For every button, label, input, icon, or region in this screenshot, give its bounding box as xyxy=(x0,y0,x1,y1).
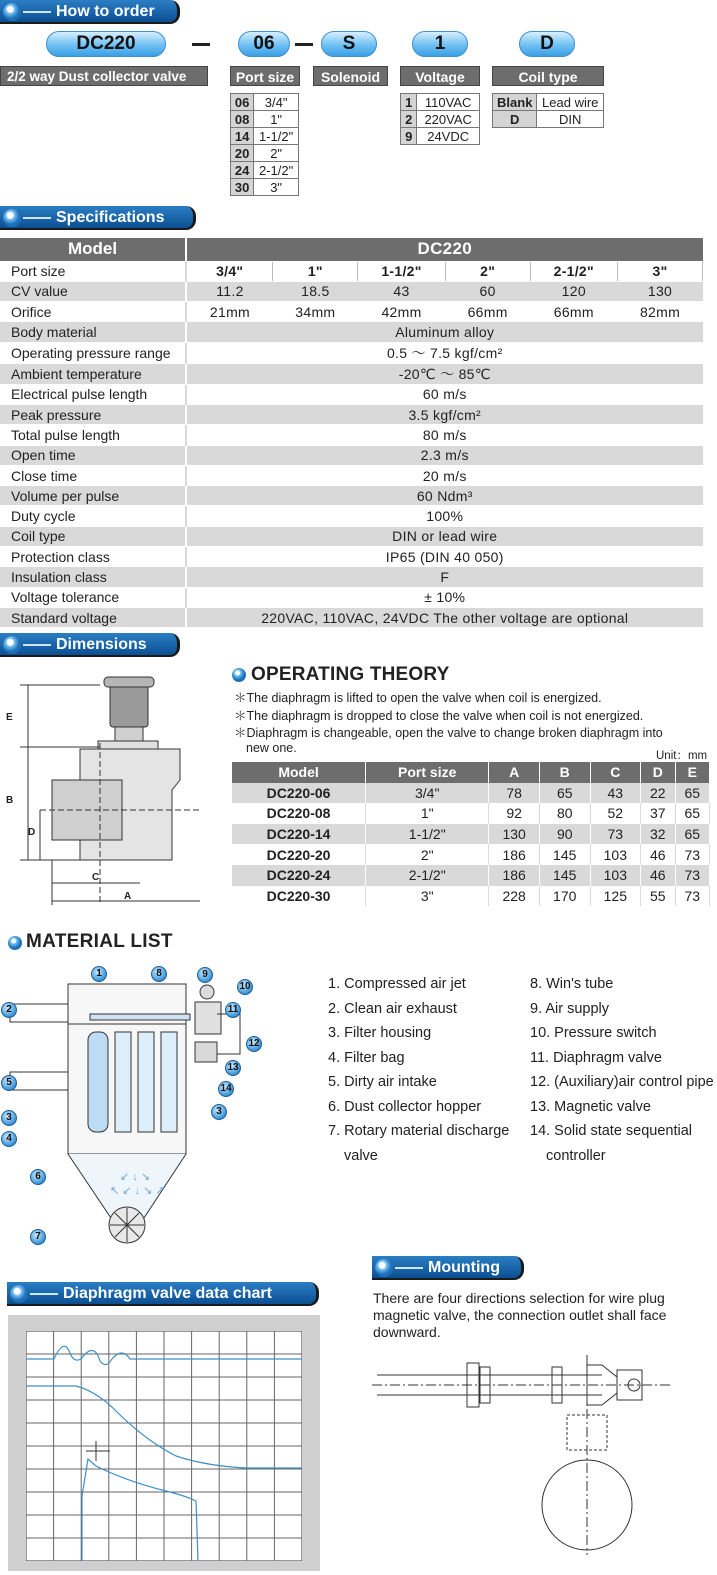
data-chart-header xyxy=(7,1282,319,1306)
dims-cell: 103 xyxy=(590,865,641,886)
port-code-row xyxy=(231,128,299,145)
callout-12: 12 xyxy=(246,1036,262,1052)
spec-orifice-cell: 82mm xyxy=(618,302,703,322)
dims-row xyxy=(232,824,710,845)
spec-orifice-cell: 21mm xyxy=(186,302,273,322)
dims-cell: 170 xyxy=(539,886,590,907)
material-item: 4. Filter bag xyxy=(328,1049,405,1066)
spec-port-cell: 3/4" xyxy=(186,261,273,281)
spec-param-label: Peak pressure xyxy=(0,404,186,424)
model-desc-label: 2/2 way Dust collector valve xyxy=(0,66,208,86)
theory-line-3: ＊Diaphragm is changeable, open the valve to change broken diaphragm into xyxy=(234,726,663,740)
dims-cell: 3" xyxy=(366,886,489,907)
material-list-title: MATERIAL LIST xyxy=(26,931,173,952)
dims-cell: 103 xyxy=(590,844,641,865)
spec-cv-cell: 43 xyxy=(358,281,445,301)
dims-cell: 145 xyxy=(539,865,590,886)
coil-code-pill: D xyxy=(519,31,575,57)
dims-cell: 125 xyxy=(590,886,641,907)
material-item: 1. Compressed air jet xyxy=(328,976,466,992)
specifications-table xyxy=(0,238,703,628)
spec-row xyxy=(0,322,703,342)
dims-cell: DC220-08 xyxy=(232,803,366,824)
dims-cell: 228 xyxy=(489,886,540,907)
dims-cell: 2" xyxy=(366,844,489,865)
how-to-order-header xyxy=(0,0,180,24)
spec-row xyxy=(0,404,703,424)
spec-orifice-cell: 42mm xyxy=(358,302,445,322)
port-code-value: 3" xyxy=(254,179,299,196)
airflow-mark: ↙ ↓ ↘ xyxy=(120,1171,151,1183)
dims-cell: 186 xyxy=(489,844,540,865)
spec-param-value: Aluminum alloy xyxy=(186,322,703,342)
spec-port-cell: 1" xyxy=(273,261,358,281)
spec-param-value: 2.3 m/s xyxy=(186,445,703,465)
material-item: 7. Rotary material discharge xyxy=(328,1123,510,1139)
spec-param-value: 220VAC, 110VAC, 24VDC The other voltage are optional xyxy=(186,607,703,627)
spec-port-cell: 2" xyxy=(445,261,530,281)
dims-header-cell: A xyxy=(489,762,540,783)
data-chart-graph xyxy=(26,1331,302,1561)
port-code-code: 06 xyxy=(231,94,254,111)
voltage-code-pill: 1 xyxy=(412,31,468,57)
spec-model-label: Model xyxy=(0,238,186,261)
theory-line-4: new one. xyxy=(246,741,297,755)
spec-param-value: 20 m/s xyxy=(186,465,703,485)
spec-param-label: Open time xyxy=(0,445,186,465)
spec-port-cell: 1-1/2" xyxy=(358,261,445,281)
dims-cell: 32 xyxy=(641,824,675,845)
dims-header-cell: Port size xyxy=(366,762,489,783)
spec-cv-label: CV value xyxy=(0,281,186,301)
dims-header-cell: D xyxy=(641,762,675,783)
spec-param-value: -20℃ ～ 85℃ xyxy=(186,363,703,384)
port-code-row xyxy=(231,145,299,162)
material-item: 10. Pressure switch xyxy=(530,1025,657,1041)
dims-cell: 37 xyxy=(641,803,675,824)
bullet-icon xyxy=(375,1259,393,1277)
coil-code-row xyxy=(493,111,604,128)
spec-param-value: F xyxy=(186,567,703,587)
spec-row xyxy=(0,526,703,546)
spec-param-label: Electrical pulse length xyxy=(0,384,186,404)
port-code-value: 1-1/2" xyxy=(254,128,299,145)
port-code-code: 14 xyxy=(231,128,254,145)
material-item: 6. Dust collector hopper xyxy=(328,1098,482,1115)
port-code-value: 2-1/2" xyxy=(254,162,299,179)
dims-cell: 55 xyxy=(641,886,675,907)
dim-letter-c: C xyxy=(92,872,100,883)
spec-row xyxy=(0,506,703,526)
dims-header-cell: C xyxy=(590,762,641,783)
coil-code-value: Lead wire xyxy=(537,94,604,111)
dim-letter-d: D xyxy=(28,827,36,838)
callout-13: 13 xyxy=(225,1060,241,1076)
dims-header-cell: E xyxy=(675,762,709,783)
spec-param-value: 3.5 kgf/cm² xyxy=(186,404,703,424)
theory-line-1: ＊The diaphragm is lifted to open the valve when coil is energized. xyxy=(234,691,602,705)
voltage-code-value: 24VDC xyxy=(417,128,480,145)
port-code-value: 3/4" xyxy=(254,94,299,111)
callout-14: 14 xyxy=(218,1081,234,1097)
material-item: 3. Filter housing xyxy=(328,1025,432,1041)
dims-cell: 92 xyxy=(489,803,540,824)
bullet-icon xyxy=(3,209,21,227)
spec-row xyxy=(0,486,703,506)
header-dash xyxy=(23,217,51,219)
spec-row xyxy=(0,465,703,485)
callout-1: 1 xyxy=(91,966,107,982)
order-dash-1 xyxy=(192,43,210,46)
theory-title: OPERATING THEORY xyxy=(251,664,450,685)
dims-cell: 80 xyxy=(539,803,590,824)
spec-param-label: Close time xyxy=(0,465,186,485)
dims-cell: 73 xyxy=(590,824,641,845)
coil-code-table xyxy=(492,93,604,128)
spec-param-label: Standard voltage xyxy=(0,607,186,627)
material-item: 14. Solid state sequential xyxy=(530,1123,693,1139)
airflow-mark: ↖ ↙ ↓ ↘ ↗ xyxy=(110,1185,165,1197)
callout-3b: 3 xyxy=(1,1110,17,1126)
dims-cell: DC220-14 xyxy=(232,824,366,845)
spec-row xyxy=(0,587,703,607)
spec-param-value: 60 Ndm³ xyxy=(186,486,703,506)
spec-param-label: Insulation class xyxy=(0,567,186,587)
spec-param-value: IP65 (DIN 40 050) xyxy=(186,547,703,567)
spec-row xyxy=(0,384,703,404)
dimension-drawing xyxy=(0,665,215,910)
dims-header-row xyxy=(232,762,710,783)
dims-cell: 65 xyxy=(675,803,709,824)
voltage-code-value: 220VAC xyxy=(417,111,480,128)
spec-cv-cell: 120 xyxy=(530,281,617,301)
spec-row xyxy=(0,547,703,567)
material-item: 11. Diaphragm valve xyxy=(530,1049,662,1066)
dims-cell: 43 xyxy=(590,783,641,804)
dims-row xyxy=(232,886,710,907)
spec-param-label: Total pulse length xyxy=(0,425,186,445)
material-item: 13. Magnetic valve xyxy=(530,1098,651,1115)
spec-param-value: 80 m/s xyxy=(186,425,703,445)
spec-param-label: Ambient temperature xyxy=(0,363,186,384)
material-item: 2. Clean air exhaust xyxy=(328,1000,457,1017)
spec-param-value: ± 10% xyxy=(186,587,703,607)
mounting-text-1: There are four directions selection for wire plug xyxy=(373,1290,665,1306)
material-item: 9. Air supply xyxy=(530,1000,609,1017)
spec-param-value: DIN or lead wire xyxy=(186,526,703,546)
dims-row xyxy=(232,844,710,865)
coil-type-label: Coil type xyxy=(492,66,604,86)
port-code-code: 24 xyxy=(231,162,254,179)
dims-cell: 73 xyxy=(675,844,709,865)
spec-param-label: Duty cycle xyxy=(0,506,186,526)
dims-cell: 2-1/2" xyxy=(366,865,489,886)
material-item: controller xyxy=(546,1147,606,1164)
dim-letter-e: E xyxy=(6,712,13,723)
material-item: 12. (Auxiliary)air control pipe xyxy=(530,1074,714,1090)
port-code-code: 30 xyxy=(231,179,254,196)
voltage-code-code: 9 xyxy=(401,128,417,145)
spec-port-cell: 2-1/2" xyxy=(530,261,617,281)
material-item: 5. Dirty air intake xyxy=(328,1074,437,1090)
port-code-row xyxy=(231,179,299,196)
port-code-table xyxy=(230,93,299,196)
header-dash xyxy=(395,1267,423,1269)
dims-cell: 1-1/2" xyxy=(366,824,489,845)
spec-cv-cell: 18.5 xyxy=(273,281,358,301)
spec-orifice-cell: 34mm xyxy=(273,302,358,322)
data-chart-title: Diaphragm valve data chart xyxy=(63,1285,272,1302)
spec-param-label: Voltage tolerance xyxy=(0,587,186,607)
spec-param-label: Protection class xyxy=(0,547,186,567)
mounting-text-2: magnetic valve, the connection outlet shall face xyxy=(373,1307,667,1323)
spec-param-value: 60 m/s xyxy=(186,384,703,404)
port-code-row xyxy=(231,162,299,179)
coil-code-row xyxy=(493,94,604,111)
material-item: 8. Win's tube xyxy=(530,976,614,992)
spec-row xyxy=(0,567,703,587)
dims-cell: 3/4" xyxy=(366,783,489,804)
spec-row xyxy=(0,445,703,465)
mounting-text-3: downward. xyxy=(373,1324,441,1340)
dims-row xyxy=(232,865,710,886)
dimensions-header xyxy=(0,633,180,657)
solenoid-label: Solenoid xyxy=(313,66,388,86)
spec-param-value: 0.5 ～ 7.5 kgf/cm² xyxy=(186,342,703,363)
bullet-icon xyxy=(3,3,21,21)
theory-line-2: ＊The diaphragm is dropped to close the valve when coil is not energized. xyxy=(234,709,644,723)
port-code-pill: 06 xyxy=(238,31,290,57)
mounting-title: Mounting xyxy=(428,1259,500,1276)
callout-11: 11 xyxy=(225,1002,241,1018)
dims-header-cell: B xyxy=(539,762,590,783)
voltage-code-code: 1 xyxy=(401,94,417,111)
callout-9: 9 xyxy=(197,967,213,983)
callout-2: 2 xyxy=(1,1002,17,1018)
dimensions-title: Dimensions xyxy=(56,636,147,653)
dimensions-table xyxy=(232,762,710,906)
port-code-value: 1" xyxy=(254,111,299,128)
port-code-row xyxy=(231,94,299,111)
how-to-order-title: How to order xyxy=(56,3,155,20)
theory-bullet-icon xyxy=(232,668,246,682)
coil-code-value: DIN xyxy=(537,111,604,128)
header-dash xyxy=(23,644,51,646)
dims-cell: 186 xyxy=(489,865,540,886)
port-code-value: 2" xyxy=(254,145,299,162)
voltage-code-row xyxy=(401,111,480,128)
spec-orifice-label: Orifice xyxy=(0,302,186,322)
material-bullet-icon xyxy=(8,936,22,950)
spec-row xyxy=(0,363,703,384)
port-code-code: 20 xyxy=(231,145,254,162)
dim-letter-a: A xyxy=(124,891,132,902)
dims-cell: 130 xyxy=(489,824,540,845)
specifications-header xyxy=(0,206,196,230)
dims-cell: 1" xyxy=(366,803,489,824)
unit-label: Unit：mm xyxy=(656,750,708,762)
voltage-label: Voltage xyxy=(400,66,480,86)
dims-cell: 22 xyxy=(641,783,675,804)
dims-row xyxy=(232,803,710,824)
spec-cv-cell: 130 xyxy=(618,281,703,301)
mounting-drawing xyxy=(372,1355,672,1570)
model-code-pill: DC220 xyxy=(46,31,166,57)
dims-cell: 65 xyxy=(675,824,709,845)
voltage-code-row xyxy=(401,94,480,111)
dims-header-cell: Model xyxy=(232,762,366,783)
callout-10: 10 xyxy=(237,979,253,995)
bullet-icon xyxy=(3,636,21,654)
material-item: valve xyxy=(344,1147,378,1164)
dims-cell: 52 xyxy=(590,803,641,824)
spec-param-label: Coil type xyxy=(0,526,186,546)
spec-param-label: Volume per pulse xyxy=(0,486,186,506)
dim-letter-b: B xyxy=(6,795,14,806)
port-code-row xyxy=(231,111,299,128)
spec-orifice-cell: 66mm xyxy=(530,302,617,322)
spec-row xyxy=(0,607,703,627)
coil-code-code: D xyxy=(493,111,537,128)
callout-6: 6 xyxy=(30,1169,46,1185)
specifications-title: Specifications xyxy=(56,209,165,226)
bullet-icon xyxy=(10,1285,28,1303)
spec-port-label: Port size xyxy=(0,261,186,281)
dims-cell: 90 xyxy=(539,824,590,845)
voltage-code-value: 110VAC xyxy=(417,94,480,111)
dims-cell: DC220-06 xyxy=(232,783,366,804)
spec-row xyxy=(0,425,703,445)
voltage-code-row xyxy=(401,128,480,145)
dims-cell: 78 xyxy=(489,783,540,804)
voltage-code-code: 2 xyxy=(401,111,417,128)
spec-model-value: DC220 xyxy=(186,238,703,261)
dims-cell: 65 xyxy=(539,783,590,804)
callout-5: 5 xyxy=(1,1075,17,1091)
dims-row xyxy=(232,783,710,804)
coil-code-code: Blank xyxy=(493,94,537,111)
callout-3a: 3 xyxy=(211,1104,227,1120)
port-code-code: 08 xyxy=(231,111,254,128)
spec-cv-cell: 60 xyxy=(445,281,530,301)
dims-cell: 65 xyxy=(675,783,709,804)
callout-4: 4 xyxy=(1,1131,17,1147)
callout-8: 8 xyxy=(151,966,167,982)
dims-cell: DC220-24 xyxy=(232,865,366,886)
spec-param-label: Body material xyxy=(0,322,186,342)
callout-7: 7 xyxy=(30,1229,46,1245)
spec-port-cell: 3" xyxy=(618,261,703,281)
solenoid-code-pill: S xyxy=(321,31,377,57)
dims-cell: 46 xyxy=(641,844,675,865)
dims-cell: DC220-30 xyxy=(232,886,366,907)
spec-cv-cell: 11.2 xyxy=(186,281,273,301)
dims-cell: 145 xyxy=(539,844,590,865)
dims-cell: DC220-20 xyxy=(232,844,366,865)
dims-cell: 73 xyxy=(675,865,709,886)
voltage-code-table xyxy=(400,93,480,145)
port-size-label: Port size xyxy=(230,66,300,86)
spec-row xyxy=(0,342,703,363)
header-dash xyxy=(23,11,51,13)
order-dash-2 xyxy=(295,43,313,46)
spec-orifice-cell: 66mm xyxy=(445,302,530,322)
dims-cell: 73 xyxy=(675,886,709,907)
spec-param-label: Operating pressure range xyxy=(0,342,186,363)
header-dash xyxy=(30,1293,58,1295)
spec-param-value: 100% xyxy=(186,506,703,526)
mounting-header xyxy=(372,1256,524,1280)
dims-cell: 46 xyxy=(641,865,675,886)
